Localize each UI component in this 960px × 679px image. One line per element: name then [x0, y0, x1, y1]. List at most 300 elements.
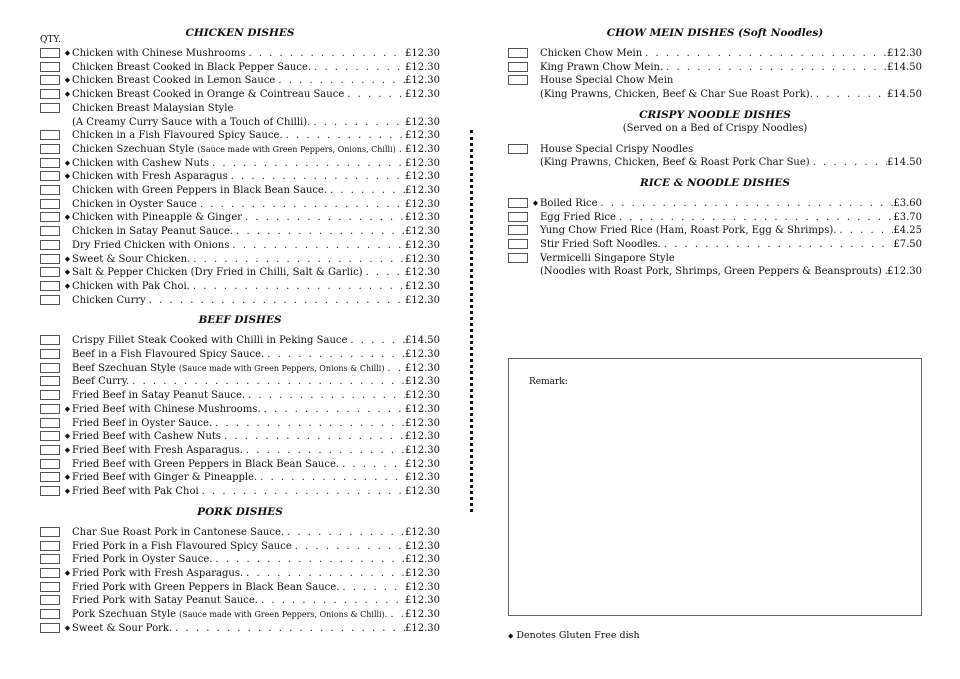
menu-item-line: [72, 143, 440, 157]
menu-item-price: £3.70: [893, 211, 922, 223]
menu-item: [40, 375, 440, 389]
gluten-free-icon: ◆: [64, 623, 71, 632]
section-subtitle: (Served on a Bed of Crispy Noodles): [622, 122, 808, 134]
menu-item-price: £12.30: [405, 75, 440, 87]
qty-checkbox[interactable]: [40, 541, 60, 551]
menu-item-price: £12.30: [405, 595, 440, 607]
gluten-free-icon: ◆: [64, 213, 71, 222]
qty-checkbox[interactable]: [40, 130, 60, 140]
menu-item: [40, 553, 440, 567]
menu-item-name: Fried Beef with Pak Choi: [72, 486, 199, 498]
menu-item-line: [72, 266, 440, 280]
dot-leader: [616, 211, 893, 225]
menu-item-name: Yung Chow Fried Rice (Ham, Roast Pork, Egg & Shrimps).: [540, 225, 837, 237]
section-title: RICE & NOODLE DISHES: [640, 176, 790, 189]
menu-item-name: Sweet & Sour Chicken.: [72, 253, 191, 265]
menu-item: [40, 622, 440, 636]
dot-leader: [363, 266, 405, 280]
menu-item-name: Chicken with Pineapple & Ginger: [72, 212, 243, 224]
menu-item: [40, 417, 440, 431]
dot-leader: [836, 224, 893, 238]
qty-checkbox[interactable]: [40, 363, 60, 373]
dot-leader: [209, 157, 405, 171]
menu-item: [40, 61, 440, 75]
menu-item-body: [72, 198, 440, 212]
menu-item-body: [72, 280, 440, 294]
menu-item: [508, 238, 922, 252]
menu-item-detail: (Sauce made with Green Peppers, Onions & Chilli): [178, 363, 385, 373]
menu-item: [40, 88, 440, 102]
qty-checkbox[interactable]: [508, 48, 528, 58]
gluten-free-icon: ◆: [64, 254, 71, 263]
dot-leader: [292, 540, 405, 554]
section-crispy-noodle-dishes: [508, 108, 922, 176]
dot-leader: [190, 253, 405, 267]
dot-leader: [387, 608, 405, 622]
menu-item-price: £12.30: [405, 609, 440, 621]
menu-item-line: [72, 553, 440, 567]
dot-leader: [197, 198, 405, 212]
menu-item: [508, 197, 922, 211]
menu-item-price: £12.30: [405, 48, 440, 59]
dot-leader: [339, 458, 405, 472]
section-end-gap: [40, 635, 440, 641]
section-gap: [40, 40, 440, 47]
menu-item-body: [72, 348, 440, 362]
menu-item-price: £12.30: [405, 239, 440, 251]
menu-item-price: £12.30: [405, 212, 440, 224]
menu-item: [40, 444, 440, 458]
menu-item: [40, 266, 440, 280]
qty-checkbox[interactable]: [40, 404, 60, 414]
menu-item: [40, 594, 440, 608]
menu-item-line: [72, 294, 440, 308]
dot-leader: [396, 143, 405, 157]
dot-leader: [311, 61, 405, 75]
menu-item-body: [72, 143, 440, 157]
qty-checkbox[interactable]: [40, 89, 60, 99]
qty-checkbox[interactable]: [40, 48, 60, 58]
menu-item: [40, 102, 440, 129]
menu-item-line: [72, 280, 440, 294]
menu-item-line: [540, 252, 922, 266]
gluten-free-icon: ◆: [508, 632, 514, 640]
qty-checkbox[interactable]: [40, 281, 60, 291]
menu-item: [40, 458, 440, 472]
qty-checkbox[interactable]: [40, 431, 60, 441]
section-chow-mein-dishes-soft-noodles: [508, 26, 922, 108]
menu-item-detail: (Sauce made with Green Peppers, Onions & Chilli).: [179, 610, 388, 620]
dot-leader: [257, 471, 405, 485]
menu-item-body: [72, 362, 440, 376]
qty-checkbox[interactable]: [508, 225, 528, 235]
menu-item: [508, 211, 922, 225]
menu-item-name: Fried Pork with Fresh Asparagus.: [72, 567, 244, 579]
menu-item-line: [72, 88, 440, 102]
qty-checkbox[interactable]: [40, 376, 60, 386]
menu-item-price: £12.30: [405, 157, 440, 169]
menu-item-body: [72, 129, 440, 143]
menu-item-body: [540, 224, 922, 238]
menu-item-price: £12.30: [405, 403, 440, 415]
menu-item-body: [540, 252, 922, 279]
menu-item-body: [72, 74, 440, 88]
menu-item-line: [72, 444, 440, 458]
qty-checkbox[interactable]: [40, 609, 60, 619]
menu-item-line: [540, 88, 922, 102]
section-gap: [508, 136, 922, 143]
menu-item-name: Chicken Curry: [72, 294, 146, 306]
menu-item: [40, 184, 440, 198]
menu-item-body: [72, 430, 440, 444]
menu-item-line: [72, 622, 440, 636]
gluten-free-icon: ◆: [64, 172, 71, 181]
qty-checkbox[interactable]: [40, 527, 60, 537]
qty-checkbox[interactable]: [40, 267, 60, 277]
menu-item: [40, 253, 440, 267]
section-gap: [40, 519, 440, 526]
menu-item-line: [540, 211, 922, 225]
qty-checkbox[interactable]: [40, 62, 60, 72]
menu-item-price: £12.30: [405, 61, 440, 73]
section-chicken-dishes: [40, 26, 440, 313]
menu-item: [40, 334, 440, 348]
qty-checkbox[interactable]: [40, 295, 60, 305]
menu-item-price: £12.30: [405, 253, 440, 265]
menu-item-body: [72, 471, 440, 485]
menu-item-line: [72, 253, 440, 267]
qty-checkbox[interactable]: [40, 103, 60, 113]
remark-label: Remark:: [529, 377, 568, 387]
menu-item-name: Chicken Breast Cooked in Orange & Cointreau Sauce: [72, 89, 345, 101]
section-pork-dishes: [40, 505, 440, 642]
gluten-free-icon: ◆: [64, 404, 71, 413]
menu-item-line: [540, 74, 922, 88]
menu-item: [508, 224, 922, 238]
menu-item-price: £12.30: [405, 540, 440, 552]
dot-leader: [221, 430, 405, 444]
gluten-free-icon: ◆: [64, 268, 71, 277]
gluten-free-icon: ◆: [64, 90, 71, 99]
qty-checkbox[interactable]: [508, 239, 528, 249]
menu-item-body: [72, 417, 440, 431]
menu-item-body: [72, 403, 440, 417]
menu-item-line: [72, 348, 440, 362]
menu-item-body: [540, 238, 922, 252]
menu-item-body: [72, 485, 440, 499]
qty-checkbox[interactable]: [40, 144, 60, 154]
menu-item-price: £12.30: [405, 226, 440, 238]
menu-item-body: [72, 88, 440, 102]
menu-item-name: Chicken with Pak Choi.: [72, 280, 190, 292]
qty-checkbox[interactable]: [40, 568, 60, 578]
dot-leader: [264, 348, 405, 362]
menu-item-name: Beef Curry.: [72, 376, 130, 388]
section-gap: [508, 190, 922, 197]
menu-item-line: [540, 238, 922, 252]
dot-leader: [245, 47, 405, 61]
qty-checkbox[interactable]: [40, 226, 60, 236]
qty-checkbox[interactable]: [508, 212, 528, 222]
menu-item-body: [72, 608, 440, 622]
menu-item: [40, 430, 440, 444]
menu-item-line: [72, 211, 440, 225]
qty-checkbox[interactable]: [40, 595, 60, 605]
menu-item-name: Stir Fried Soft Noodles.: [540, 239, 661, 251]
menu-item-price: £14.50: [887, 61, 922, 73]
qty-checkbox[interactable]: [508, 198, 528, 208]
menu-item-price: £12.30: [405, 116, 440, 128]
qty-checkbox[interactable]: [40, 418, 60, 428]
menu-item-line: [72, 225, 440, 239]
dot-leader: [661, 238, 894, 252]
qty-checkbox[interactable]: [508, 253, 528, 263]
menu-item-name: Fried Beef with Ginger & Pineapple.: [72, 472, 258, 484]
menu-item-name: Beef Szechuan Style: [72, 362, 176, 374]
menu-item: [40, 211, 440, 225]
dot-leader: [339, 581, 405, 595]
dot-leader: [642, 47, 887, 61]
dot-leader: [146, 294, 405, 308]
menu-item: [40, 362, 440, 376]
menu-item-line: [72, 540, 440, 554]
menu-item-name: Fried Beef in Oyster Sauce.: [72, 417, 213, 429]
dot-leader: [813, 88, 887, 102]
qty-checkbox[interactable]: [40, 75, 60, 85]
menu-item-price: £12.30: [405, 472, 440, 484]
menu-item-name: Char Sue Roast Pork in Cantonese Sauce.: [72, 526, 285, 538]
qty-checkbox[interactable]: [40, 212, 60, 222]
menu-item-line: [72, 526, 440, 540]
menu-item: [40, 129, 440, 143]
dot-leader: [228, 170, 405, 184]
left-column: [40, 26, 440, 641]
qty-checkbox[interactable]: [40, 390, 60, 400]
section-rice-noodle-dishes: [508, 176, 922, 285]
qty-checkbox[interactable]: [40, 582, 60, 592]
menu-item-name: Salt & Pepper Chicken (Dry Fried in Chilli, Salt & Garlic): [72, 267, 363, 279]
menu-item-name: Chicken with Fresh Asparagus: [72, 171, 228, 183]
gluten-free-icon: ◆: [64, 487, 71, 496]
menu-item-price: £12.30: [405, 294, 440, 306]
menu-item: [40, 485, 440, 499]
menu-item-line: [72, 375, 440, 389]
menu-item-price: £4.25: [893, 225, 922, 237]
menu-item-price: £12.30: [405, 431, 440, 443]
qty-checkbox[interactable]: [508, 62, 528, 72]
menu-item-line: [72, 581, 440, 595]
dot-leader: [229, 239, 405, 253]
menu-item-line: [72, 47, 440, 61]
dot-leader: [258, 594, 405, 608]
menu-item-price: £12.30: [405, 581, 440, 593]
menu-item-name: Pork Szechuan Style: [72, 609, 177, 621]
menu-item-body: [72, 225, 440, 239]
menu-item-body: [72, 61, 440, 75]
menu-item-price: £12.30: [405, 417, 440, 429]
menu-item-line: [72, 485, 440, 499]
menu-item-price: £12.30: [405, 376, 440, 388]
section-gap: [508, 40, 922, 47]
dot-leader: [212, 553, 405, 567]
menu-item: [40, 280, 440, 294]
menu-item: [40, 294, 440, 308]
menu-item-name: Fried Beef in Satay Peanut Sauce.: [72, 390, 246, 402]
menu-item-body: [72, 170, 440, 184]
menu-item: [40, 198, 440, 212]
menu-item-line: [72, 458, 440, 472]
qty-checkbox[interactable]: [40, 472, 60, 482]
qty-checkbox[interactable]: [40, 335, 60, 345]
menu-item-name: (Noodles with Roast Pork, Shrimps, Green Peppers & Beansprouts): [540, 266, 882, 278]
menu-item-line: [72, 239, 440, 253]
section-title: PORK DISHES: [197, 505, 283, 518]
dot-leader: [129, 375, 405, 389]
menu-item-line: [72, 334, 440, 348]
menu-item-line: [72, 362, 440, 376]
menu-item: [508, 47, 922, 61]
menu-item-body: [72, 253, 440, 267]
menu-item-name: House Special Crispy Noodles: [540, 143, 694, 155]
menu-item-body: [72, 594, 440, 608]
menu-item-price: £12.30: [405, 390, 440, 402]
menu-item: [40, 403, 440, 417]
menu-item-body: [72, 553, 440, 567]
menu-item-name: Fried Pork with Satay Peanut Sauce.: [72, 595, 258, 607]
menu-item-price: £12.30: [405, 567, 440, 579]
menu-item-body: [72, 444, 440, 458]
menu-item-price: £12.30: [405, 444, 440, 456]
menu-item-body: [72, 526, 440, 540]
qty-checkbox[interactable]: [40, 554, 60, 564]
qty-label: QTY.: [40, 35, 62, 45]
qty-checkbox[interactable]: [40, 623, 60, 633]
menu-item-body: [72, 375, 440, 389]
gluten-free-icon: ◆: [64, 432, 71, 441]
menu-item-body: [72, 157, 440, 171]
menu-item: [40, 348, 440, 362]
qty-checkbox[interactable]: [40, 240, 60, 250]
menu-item-line: [540, 224, 922, 238]
qty-checkbox[interactable]: [40, 445, 60, 455]
menu-item-name: Chicken in Oyster Sauce: [72, 198, 197, 210]
menu-item-name: Chicken Szechuan Style: [72, 143, 195, 155]
menu-item: [40, 74, 440, 88]
menu-item-body: [72, 184, 440, 198]
menu-item-line: [72, 170, 440, 184]
menu-item-price: £12.30: [405, 185, 440, 197]
menu-item-price: £3.60: [893, 197, 922, 209]
menu-item-body: [72, 47, 440, 61]
menu-item-name: King Prawn Chow Mein.: [540, 61, 664, 73]
menu-item: [40, 526, 440, 540]
gluten-free-icon: ◆: [532, 198, 539, 207]
menu-item: [40, 170, 440, 184]
menu-item-price: £14.50: [887, 157, 922, 169]
right-column: [508, 26, 922, 285]
menu-item-line: [72, 102, 440, 116]
menu-item-price: £12.30: [405, 362, 440, 374]
gluten-free-icon: ◆: [64, 76, 71, 85]
dot-leader: [242, 211, 405, 225]
menu-item-name: (King Prawns, Chicken, Beef & Roast Pork Char Sue): [540, 157, 810, 169]
menu-item-body: [540, 211, 922, 225]
menu-item-name: Dry Fried Chicken with Onions: [72, 239, 230, 251]
menu-item-name: Chicken Chow Mein: [540, 48, 643, 59]
menu-item-line: [72, 403, 440, 417]
dot-leader: [261, 403, 405, 417]
menu-item: [40, 608, 440, 622]
qty-checkbox[interactable]: [40, 185, 60, 195]
menu-item-price: £12.30: [405, 458, 440, 470]
menu-item-line: [72, 116, 440, 130]
menu-item-name: Fried Pork in a Fish Flavoured Spicy Sauce: [72, 540, 292, 552]
qty-checkbox[interactable]: [40, 349, 60, 359]
dot-leader: [347, 334, 405, 348]
qty-checkbox[interactable]: [40, 158, 60, 168]
qty-checkbox[interactable]: [40, 486, 60, 496]
menu-item: [40, 157, 440, 171]
section-beef-dishes: [40, 313, 440, 504]
qty-checkbox[interactable]: [40, 254, 60, 264]
menu-item-line: [72, 608, 440, 622]
qty-checkbox[interactable]: [508, 75, 528, 85]
menu-item-name: Chicken with Cashew Nuts: [72, 157, 210, 169]
menu-item: [508, 61, 922, 75]
menu-item-name: Beef in a Fish Flavoured Spicy Sauce.: [72, 349, 265, 361]
dot-leader: [172, 622, 405, 636]
menu-item-price: £12.30: [405, 267, 440, 279]
gluten-free-icon: ◆: [64, 473, 71, 482]
qty-checkbox[interactable]: [40, 199, 60, 209]
section-title: CHOW MEIN DISHES (Soft Noodles): [606, 27, 824, 39]
menu-item-line: [72, 567, 440, 581]
menu-item-body: [540, 74, 922, 101]
menu-item-line: [72, 61, 440, 75]
menu-item-line: [72, 184, 440, 198]
menu-item: [40, 143, 440, 157]
menu-item-price: £14.50: [887, 89, 922, 101]
menu-item: [40, 567, 440, 581]
remark-box[interactable]: [508, 358, 922, 616]
qty-checkbox[interactable]: [40, 171, 60, 181]
menu-item-name: Chicken Breast Cooked in Black Pepper Sauce.: [72, 61, 312, 73]
qty-checkbox[interactable]: [508, 144, 528, 154]
dot-leader: [233, 225, 405, 239]
menu-item: [508, 252, 922, 279]
menu-item: [40, 239, 440, 253]
menu-item-price: £12.30: [405, 198, 440, 210]
menu-item-price: £12.30: [405, 171, 440, 183]
menu-item-body: [540, 143, 922, 170]
menu-item-body: [72, 334, 440, 348]
menu-item: [40, 540, 440, 554]
section-end-gap: [508, 279, 922, 285]
gluten-free-footnote: [508, 630, 640, 641]
menu-item-name: Fried Pork in Oyster Sauce.: [72, 554, 213, 566]
menu-item-line: [72, 129, 440, 143]
menu-item-line: [540, 47, 922, 61]
dot-leader: [243, 567, 405, 581]
section-title: CRISPY NOODLE DISHES: [639, 108, 791, 121]
menu-item-body: [540, 47, 922, 61]
gluten-free-icon: ◆: [64, 158, 71, 167]
menu-item-line: [540, 61, 922, 75]
menu-item-body: [540, 197, 922, 211]
dot-leader: [663, 61, 887, 75]
qty-checkbox[interactable]: [40, 459, 60, 469]
menu-item-name: (King Prawns, Chicken, Beef & Char Sue Roast Pork).: [540, 89, 813, 101]
